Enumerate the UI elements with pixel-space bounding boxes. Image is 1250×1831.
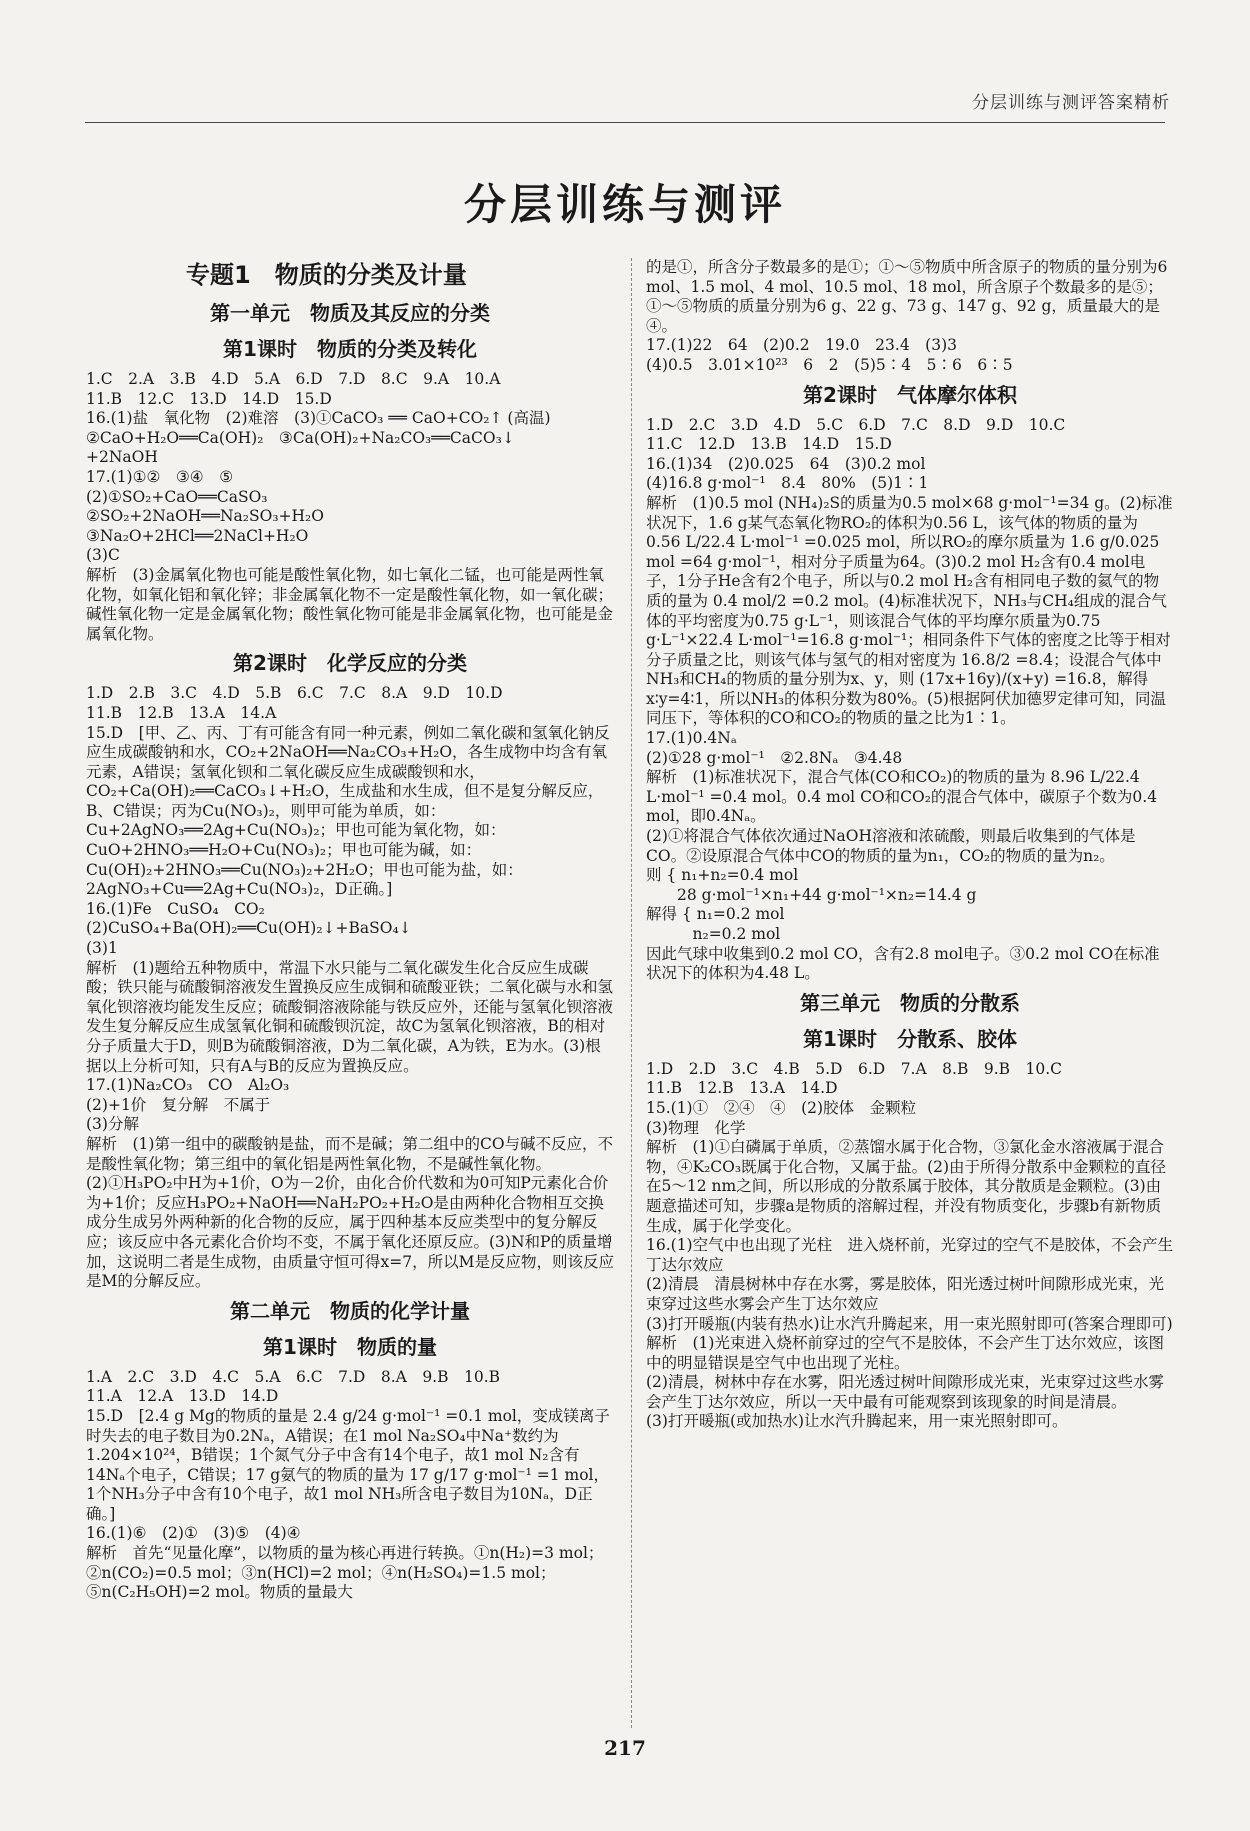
answer-line: (4)16.8 g·mol⁻¹ 8.4 80% (5)1∶1: [646, 474, 929, 493]
left-column: [86, 258, 614, 1603]
answer-line: 解析 (1)①白磷属于单质，②蒸馏水属于化合物，③氯化金水溶液属于混合物，④K₂CO₃既属于化合物，又属于盐。(2)由于所得分散系中金颗粒的直径在5～12 nm之间，所以形成的分散系属于胶体，其分散质是金颗粒。(3)由题意描述可知，步骤a是物质的溶解过程，并没有物质变化，步骤b有新物质生成，属于化学变化。: [646, 1138, 1167, 1235]
answer-line: (3)分解: [86, 1115, 139, 1134]
answer-line: 16.(1)Fe CuSO₄ CO₂: [86, 899, 265, 918]
running-header: 分层训练与测评答案精析: [972, 93, 1170, 113]
answer-line: ③Na₂O+2HCl══2NaCl+H₂O: [86, 526, 309, 545]
answer-line: 17.(1)①② ③④ ⑤: [86, 467, 234, 486]
answer-line: 解析 (1)题给五种物质中，常温下水只能与二氧化碳发生化合反应生成碳酸；铁只能与硫酸铜溶液发生置换反应生成铜和硫酸亚铁；二氧化碳与水和氢氧化钡溶液均能发生反应；硫酸铜溶液除能与铁反应外，还能与氢氧化钡溶液发生复分解反应生成氢氧化铜和硫酸钡沉淀，故C为氢氧化钡溶液，B的相对分子质量大于D，则B为硫酸铜溶液，D为二氧化碳，A为铁，E为水。(3)根据以上分析可知，只有A与B的反应为置换反应。: [86, 958, 614, 1075]
answer-line: 的是①，所含分子数最多的是①；①～⑤物质中所含原子的物质的量分别为6 mol、1.5 mol、4 mol、10.5 mol、18 mol，所含原子个数最多的是⑤；①～⑤物质的质量分别为6 g、22 g、73 g、147 g、92 g，质量最大的是④。: [646, 258, 1173, 335]
answer-line: (3)C: [86, 546, 120, 565]
answer-line: 1.D 2.C 3.D 4.D 5.C 6.D 7.C 8.D 9.D 10.C: [646, 415, 1066, 434]
answer-line: (2)清晨 清晨树林中存在水雾，雾是胶体，阳光透过树叶间隙形成光束，光束穿过这些水雾会产生丁达尔效应: [646, 1275, 1164, 1313]
unit-heading: 第三单元 物质的分散系: [800, 990, 1020, 1015]
header-rule: [85, 122, 1165, 123]
answer-line: 解析 (1)标准状况下，混合气体(CO和CO₂)的物质的量为 8.96 L/22.4 L·mol⁻¹ =0.4 mol。0.4 mol CO和CO₂的混合气体中，碳原子个数为0.4 mol，即0.4Nₐ。: [646, 768, 1163, 826]
answer-line: (2)①28 g·mol⁻¹ ②2.8Nₐ ③4.48: [646, 748, 903, 767]
answer-line: (3)打开暖瓶(或加热水)让水汽升腾起来，用一束光照射即可。: [646, 1412, 1068, 1431]
answer-line: 解析 (3)金属氧化物也可能是酸性氧化物，如七氧化二锰，也可能是两性氧化物，如氧化铝和氧化锌；非金属氧化物不一定是酸性氧化物，如一氧化碳；碱性氧化物一定是金属氧化物；酸性氧化物可能是非金属氧化物，也可能是金属氧化物。: [86, 565, 614, 643]
answer-line: 11.A 12.A 13.D 14.D: [86, 1387, 279, 1406]
answer-line: ②SO₂+2NaOH══Na₂SO₃+H₂O: [86, 507, 324, 526]
answer-line: ②CaO+H₂O══Ca(OH)₂ ③Ca(OH)₂+Na₂CO₃══CaCO₃↓: [86, 428, 515, 447]
answer-line: 解析 (1)光束进入烧杯前穿过的空气不是胶体，不会产生丁达尔效应，该图中的明显错误是空气中也出现了光柱。: [646, 1334, 1164, 1372]
answer-line: 11.B 12.C 13.D 14.D 15.D: [86, 389, 332, 408]
answer-line: 11.B 12.B 13.A 14.D: [646, 1079, 838, 1098]
answer-line: 15.D [2.4 g Mg的物质的量是 2.4 g/24 g·mol⁻¹ =0.1 mol，变成镁离子时失去的电子数目为0.2Nₐ，A错误；在1 mol Na₂SO₄中Na⁺数约为1.204×10²⁴，B错误；1个氮气分子中含有14个电子，故1 mol N₂含有14Nₐ个电子，C错误；17 g氨气的物质的量为 17 g/17 g·mol⁻¹ =1 mol，1个NH₃分子中含有10个电子，故1 mol NH₃所含电子数目为10Nₐ，D正确。]: [86, 1406, 610, 1523]
answer-line: 17.(1)22 64 (2)0.2 19.0 23.4 (3)3: [646, 336, 957, 355]
answer-line: 1.D 2.D 3.C 4.B 5.D 6.D 7.A 8.B 9.B 10.C: [646, 1059, 1063, 1078]
answer-line: 1.A 2.C 3.D 4.C 5.A 6.C 7.D 8.A 9.B 10.B: [86, 1367, 501, 1386]
lesson-heading: 第1课时 分散系、胶体: [803, 1026, 1017, 1051]
answer-line: 16.(1)空气中也出现了光柱 进入烧杯前，光穿过的空气不是胶体，不会产生丁达尔效应: [646, 1236, 1174, 1274]
answer-line: 28 g·mol⁻¹×n₁+44 g·mol⁻¹×n₂=14.4 g: [646, 885, 977, 904]
answer-line: 11.B 12.B 13.A 14.A: [86, 703, 277, 722]
answer-line: 则 { n₁+n₂=0.4 mol: [646, 866, 799, 885]
answer-line: 解得 { n₁=0.2 mol: [646, 905, 785, 924]
lesson-heading: 第2课时 气体摩尔体积: [803, 382, 1017, 407]
answer-line: 15.(1)① ②④ ④ (2)胶体 金颗粒: [646, 1098, 917, 1117]
answer-line: (3)1: [86, 939, 118, 958]
page-number: 217: [604, 1736, 646, 1760]
answer-line: (3)打开暖瓶(内装有热水)让水汽升腾起来，用一束光照射即可(答案合理即可): [646, 1314, 1173, 1333]
answer-line: 因此气球中收集到0.2 mol CO，含有2.8 mol电子。③0.2 mol CO在标准状况下的体积为4.48 L。: [646, 944, 1160, 983]
unit-heading: 第二单元 物质的化学计量: [230, 1298, 470, 1323]
answer-line: 1.C 2.A 3.B 4.D 5.A 6.D 7.D 8.C 9.A 10.A: [86, 370, 501, 388]
answer-line: 16.(1)盐 氧化物 (2)难溶 (3)①CaCO₃ ══ CaO+CO₂↑ (高温): [86, 409, 551, 428]
answer-line: 解析 (1)第一组中的碳酸钠是盐，而不是碱；第二组中的CO与碱不反应，不是酸性氧化物；第三组中的氧化铝是两性氧化物，不是碱性氧化物。(2)①H₃PO₂中H为+1价，O为－2价，由化合价代数和为0可知P元素化合价为+1价；反应H₃PO₂+NaOH══NaH₂PO₂+H₂O是由两种化合物相互交换成分生成另外两种新的化合物的反应，属于四种基本反应类型中的复分解反应；该反应中各元素化合价均不变，不属于氧化还原反应。(3)N和P的质量增加，这说明二者是生成物，由质量守恒可得x=7，所以M是反应物，则该反应是M的分解反应。: [86, 1134, 614, 1291]
answer-line: 11.C 12.D 13.B 14.D 15.D: [646, 435, 892, 454]
answer-line: (2)CuSO₄+Ba(OH)₂══Cu(OH)₂↓+BaSO₄↓: [86, 919, 412, 938]
answer-line: n₂=0.2 mol: [646, 925, 781, 943]
answer-line: 解析 首先“见量化摩”，以物质的量为核心再进行转换。①n(H₂)=3 mol；②n(CO₂)=0.5 mol；③n(HCl)=2 mol；④n(H₂SO₄)=1.5 mol；⑤n(C₂H₅OH)=2 mol。物质的量最大: [86, 1544, 604, 1602]
page-title: 分层训练与测评: [463, 180, 786, 229]
answer-line: 15.D [甲、乙、丙、丁有可能含有同一种元素，例如二氧化碳和氢氧化钠反应生成碳酸钠和水，CO₂+2NaOH══Na₂CO₃+H₂O，各生成物中均含有氧元素，A错误；氢氧化钡和二氧化碳反应生成碳酸钡和水，CO₂+Ca(OH)₂══CaCO₃↓+H₂O，生成盐和水生成，但不是复分解反应，B、C错误；丙为Cu(NO₃)₂，则甲可能为单质，如：Cu+2AgNO₃══2Ag+Cu(NO₃)₂；甲也可能为氧化物，如：CuO+2HNO₃══H₂O+Cu(NO₃)₂；甲也可能为碱，如：Cu(OH)₂+2HNO₃══Cu(NO₃)₂+2H₂O；甲也可能为盐，如：2AgNO₃+Cu══2Ag+Cu(NO₃)₂，D正确。]: [86, 723, 610, 899]
answer-line: +2NaOH: [86, 448, 158, 467]
answer-line: 16.(1)34 (2)0.025 64 (3)0.2 mol: [646, 454, 926, 473]
answer-line: (2)①将混合气体依次通过NaOH溶液和浓硫酸，则最后收集到的气体是CO。②设原混合气体中CO的物质的量为n₁，CO₂的物质的量为n₂。: [646, 827, 1136, 865]
answer-line: (2)①SO₂+CaO══CaSO₃: [86, 487, 268, 506]
answer-line: 1.D 2.B 3.C 4.D 5.B 6.C 7.C 8.A 9.D 10.D: [86, 684, 503, 703]
answer-line: 17.(1)Na₂CO₃ CO Al₂O₃: [86, 1076, 290, 1095]
right-column: [646, 258, 1174, 1432]
lesson-heading: 第1课时 物质的量: [263, 1334, 437, 1359]
unit-heading: 第一单元 物质及其反应的分类: [210, 301, 490, 325]
answer-line: 解析 (1)0.5 mol (NH₄)₂S的质量为0.5 mol×68 g·mol⁻¹=34 g。(2)标准状况下，1.6 g某气态氧化物RO₂的体积为0.56 L，该气体的物质的量为 0.56 L/22.4 L·mol⁻¹ =0.025 mol，所以RO₂的摩尔质量为 1.6 g/0.025 mol =64 g·mol⁻¹，相对分子质量为64。(3)0.2 mol H₂含有0.4 mol电子，1分子He含有2个电子，所以与0.2 mol H₂含有相同电子数的氦气的物质的量为 0.4 mol/2 =0.2 mol。(4)标准状况下，NH₃与CH₄组成的混合气体的平均密度为0.75 g·L⁻¹，则该混合气体的平均摩尔质量为0.75 g·L⁻¹×22.4 L·mol⁻¹=16.8 g·mol⁻¹；相同条件下气体的密度之比等于相对分子质量之比，则该气体与氢气的相对密度为 16.8/2 =8.4；设混合气体中NH₃和CH₄的物质的量分别为x、y，则 (17x+16y)/(x+y) =16.8，解得x∶y=4∶1，所以NH₃的体积分数为80%。(5)根据阿伏加德罗定律可知，同温同压下，等体积的CO和CO₂的物质的量之比为1∶1。: [646, 493, 1173, 728]
lesson-heading: 第2课时 化学反应的分类: [233, 651, 467, 676]
chapter-heading: 专题1 物质的分类及计量: [186, 261, 467, 289]
answer-line: (2)+1价 复分解 不属于: [86, 1095, 271, 1114]
lesson-heading: 第1课时 物质的分类及转化: [223, 337, 477, 361]
answer-line: 17.(1)0.4Nₐ: [646, 729, 737, 748]
column-divider: [631, 258, 632, 1728]
answer-line: (3)物理 化学: [646, 1118, 746, 1137]
answer-line: 16.(1)⑥ (2)① (3)⑤ (4)④: [86, 1524, 301, 1543]
answer-line: (4)0.5 3.01×10²³ 6 2 (5)5∶4 5∶6 6∶5: [646, 355, 1013, 374]
answer-line: (2)清晨，树林中存在水雾，阳光透过树叶间隙形成光束，光束穿过这些水雾会产生丁达尔效应，所以一天中最有可能观察到该现象的时间是清晨。: [646, 1373, 1164, 1411]
